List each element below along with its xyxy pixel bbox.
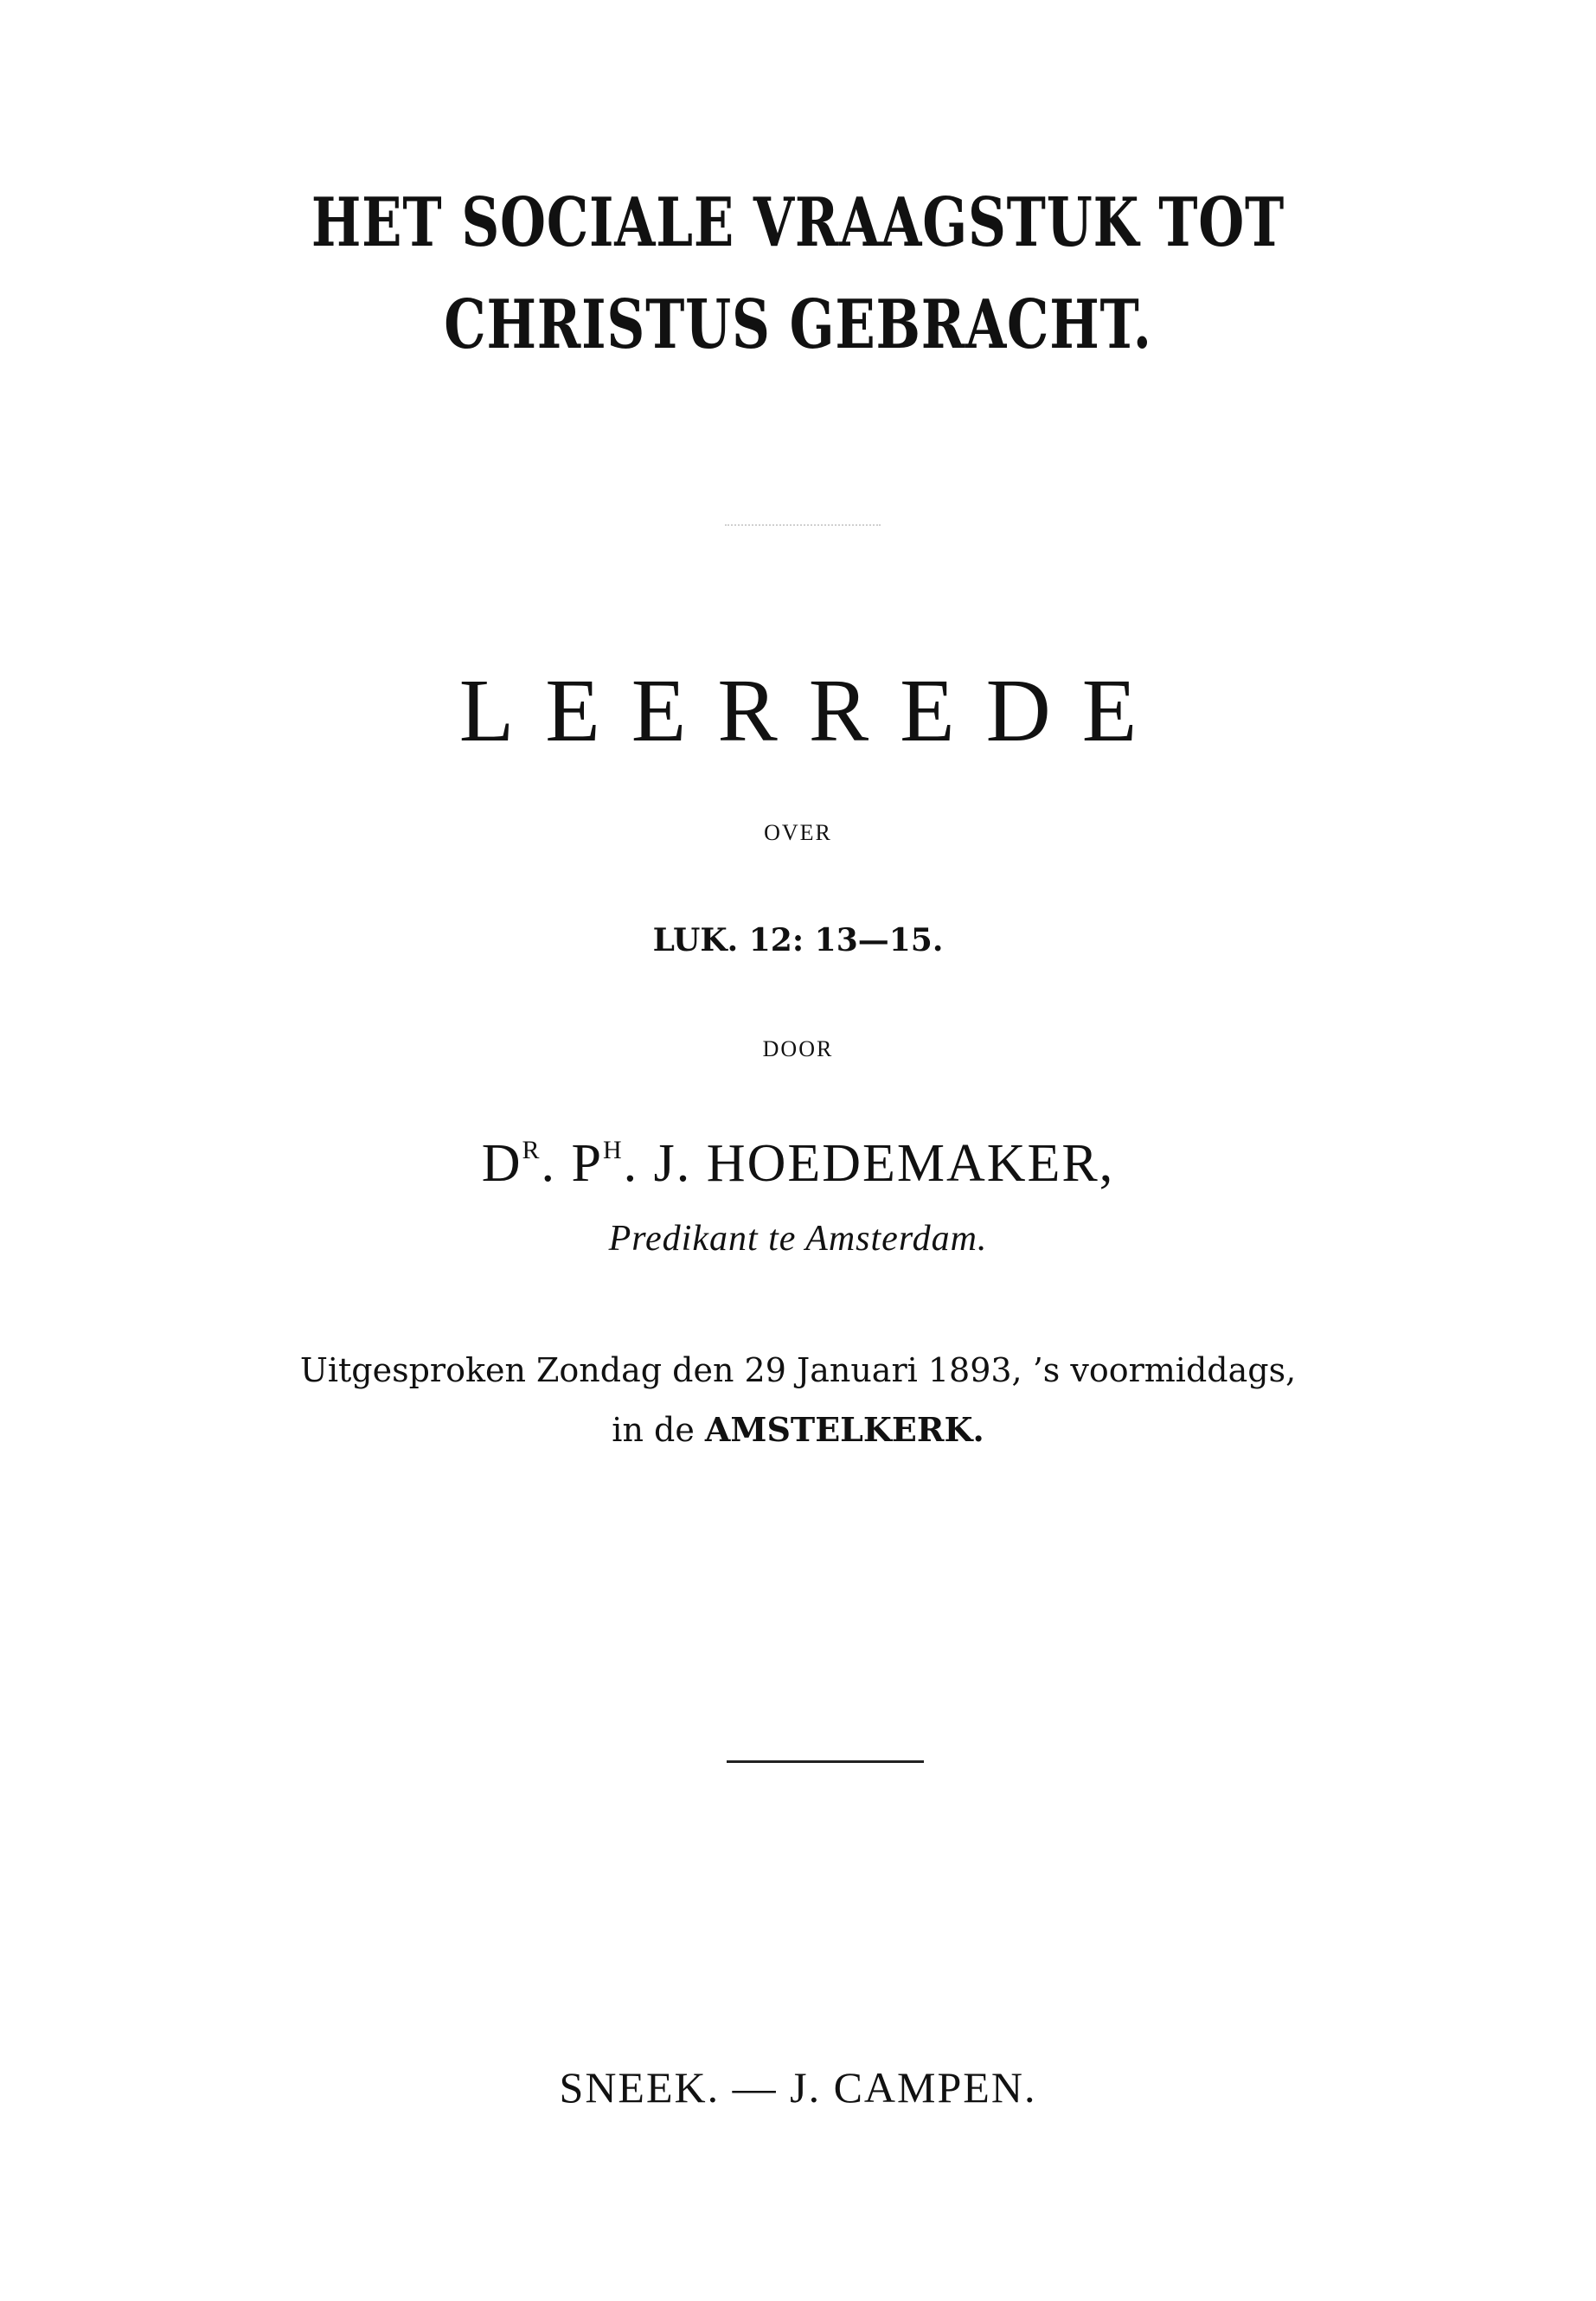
title-line-2: CHRISTUS GEBRACHT. — [444, 285, 1152, 364]
delivery-date-line: Uitgesproken Zondag den 29 Januari 1893, ’s voormiddags, — [299, 1351, 1297, 1389]
author-name: $D^R$. $P^H$. J. HOEDEMAKER, — [481, 1134, 1115, 1193]
publisher-imprint: SNEEK. — J. CAMPEN. — [559, 2063, 1037, 2112]
author-initial-ph-sup: H — [603, 1136, 624, 1164]
delivery-place-church: AMSTELKERK. — [704, 1410, 984, 1449]
author-initial-ph: P — [571, 1134, 603, 1193]
scripture-reference: LUK. 12: 13—15. — [652, 922, 944, 958]
author-title-dr-sup: R — [522, 1136, 542, 1164]
door-label: DOOR — [762, 1036, 834, 1061]
author-title-dr: D — [481, 1134, 522, 1193]
title-line-1: HET SOCIALE VRAAGSTUK TOT — [311, 183, 1285, 262]
horizontal-rule — [727, 1760, 924, 1763]
document-type-heading: LEERREDE — [458, 661, 1169, 760]
author-surname: J. HOEDEMAKER, — [653, 1134, 1115, 1193]
dotted-separator — [725, 524, 881, 526]
delivery-place-line — [0, 1410, 1596, 1449]
over-label: OVER — [764, 820, 832, 845]
author-role: Predikant te Amsterdam. — [608, 1219, 988, 1259]
delivery-place-prefix: in de — [612, 1411, 695, 1449]
